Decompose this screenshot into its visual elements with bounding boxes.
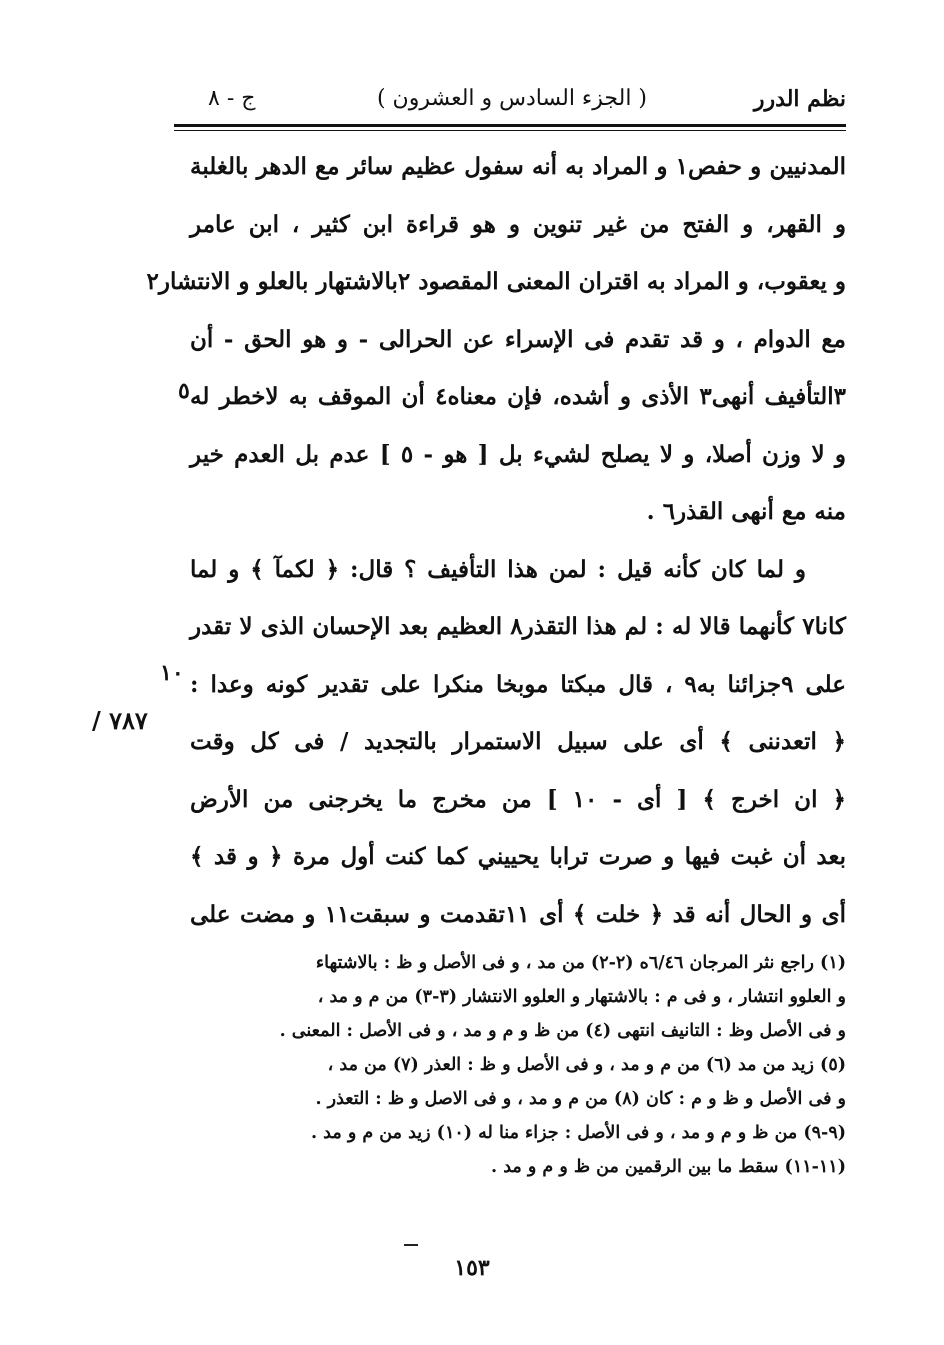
text-line: أى و الحال أنه قد ﴿ خلت ﴾ أى ١١تقدمت و سبقت١١ و مضت على <box>190 900 846 928</box>
header-rule-thick <box>174 124 846 127</box>
running-header <box>178 80 846 124</box>
main-text <box>146 138 847 943</box>
footnote-line: (١١-١١) سقط ما بين الرقمين من ظ و م و مد . <box>491 1157 846 1177</box>
text-line: المدنيين و حفص١ و المراد به أنه سفول عظيم سائر مع الدهر بالغلبة <box>190 153 846 180</box>
part-title: ( الجزء السادس و العشرون ) <box>376 86 648 111</box>
text-line: و لما كان كأنه قيل : لمن هذا التأفيف ؟ قال: ﴿ لكمآ ﴾ و لما <box>190 555 806 583</box>
manuscript-page-ref: ٧٨٧ / <box>92 706 148 735</box>
page-number: ١٥٣ <box>454 1255 490 1281</box>
footnote-line: و العلوو انتشار ، و فى م : بالاشتهار و العلوو الانتشار (٣-٣) من م و مد ، <box>317 987 846 1007</box>
text-line: منه مع أنهى القذر٦ . <box>646 498 846 525</box>
text-line: على ٩جزائنا به٩ ، قال مبكتا موبخا منكرا على تقدير كونه وعدا : <box>190 670 847 698</box>
footnote-line: (١) راجع نثر المرجان ٦/٤٦ه (٢-٢) من مد ، و فى الأصل و ظ : بالاشتهاء <box>315 953 846 973</box>
text-line: بعد أن غبت فيها و صرت ترابا يحييني كما كنت أول مرة ﴿ و قد ﴾ <box>190 843 846 870</box>
text-line: و يعقوب، و المراد به اقتران المعنى المقصود ٢بالاشتهار بالعلو و الانتشار٢ <box>146 268 846 295</box>
text-line: ٣التأفيف أنهى٣ الأذى و أشده، فإن معناه٤ أن الموقف به لاخطر له <box>190 383 846 410</box>
text-line: كانا٧ كأنهما قالا له : لم هذا التقذر٨ العظيم بعد الإحسان الذى لا تقدر <box>190 613 846 640</box>
footnote-line: (٩-٩) من ظ و م و مد ، و فى الأصل : جزاء منا له (١٠) زيد من م و مد . <box>310 1123 846 1143</box>
volume-label: ج - ٨ <box>208 86 256 111</box>
line-number-5: ٥ <box>178 378 190 404</box>
text-line: ﴿ ان اخرج ﴾ [ أى - ١٠ ] من مخرج ما يخرجنى من الأرض <box>190 785 846 813</box>
text-line: ﴿ اتعدننى ﴾ أى على سبيل الاستمرار بالتجديد / فى كل وقت <box>190 728 846 755</box>
text-line: و لا وزن أصلا، و لا يصلح لشيء بل [ هو - ٥ ] عدم بل العدم خير <box>190 440 846 468</box>
footnotes <box>190 946 846 1184</box>
line-number-10: ١٠ <box>160 660 184 686</box>
book-title: نظم الدرر <box>753 86 846 112</box>
text-line: و القهر، و الفتح من غير تنوين و هو قراءة ابن كثير ، ابن عامر <box>190 210 846 238</box>
footnote-line: (٥) زيد من مد (٦) من م و مد ، و فى الأصل و ظ : العذر (٧) من مد ، <box>327 1055 846 1075</box>
separator-mark <box>404 1244 418 1246</box>
footnote-line: و فى الأصل وظ : التانيف انتهى (٤) من ظ و م و مد ، و فى الأصل : المعنى . <box>279 1021 846 1041</box>
footnote-line: و فى الأصل و ظ و م : كان (٨) من م و مد ، و فى الاصل و ظ : التعذر . <box>315 1089 846 1109</box>
text-line: مع الدوام ، و قد تقدم فى الإسراء عن الحرالى - و هو الحق - أن <box>190 325 846 353</box>
header-rule-thin <box>174 130 846 131</box>
